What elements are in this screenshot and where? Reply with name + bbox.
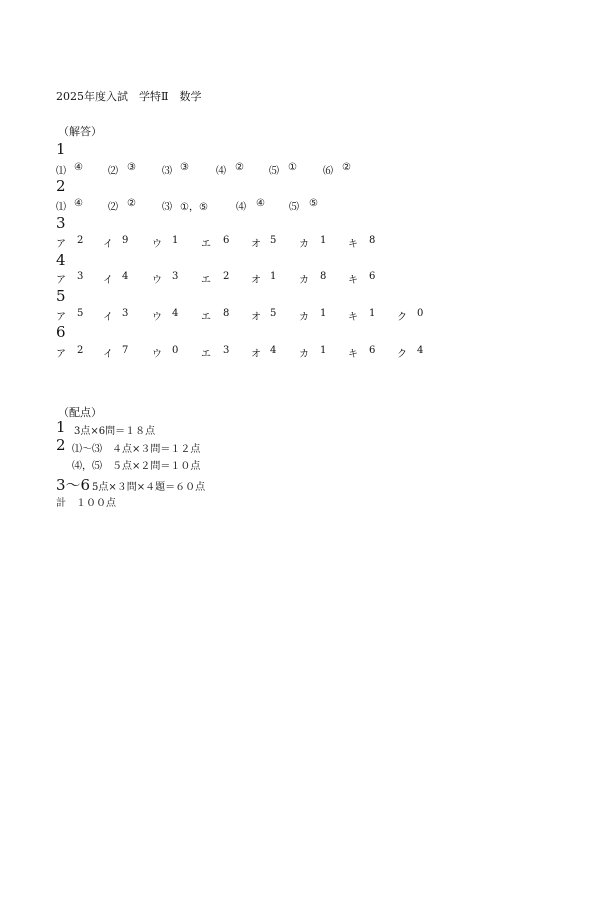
answer-value: 1 [270,271,277,282]
answer-label: キ [348,312,358,323]
answer-label: ⑸ [269,166,279,177]
answer-label: カ [299,349,309,360]
scoring-text-3-6: 5点×３問×４題＝６０点 [92,482,206,493]
answer-value: 9 [122,235,129,246]
answer-value: 2 [77,345,84,356]
answer-label: イ [103,349,113,360]
answer-value: ② [235,162,244,173]
answer-label: ウ [152,349,162,360]
answer-value: ④ [74,198,83,209]
scoring-number-3-6: 3～6 [56,476,91,494]
answer-label: ⑸ [289,202,299,213]
question-number-6: 6 [56,323,66,341]
answer-value: 8 [223,308,230,319]
answer-label: ⑶ [162,166,172,177]
answer-value: 4 [172,308,179,319]
answer-label: カ [299,275,309,286]
answer-label: エ [201,239,211,250]
scoring-section-label: （配点） [58,406,102,419]
answer-label: エ [201,312,211,323]
answer-label: カ [299,312,309,323]
answer-value: ② [127,198,136,209]
scoring-total: 計 １００点 [56,498,116,509]
answers-section-label: （解答） [58,125,102,138]
scoring-text-1: 3点×6問＝１８点 [74,426,156,437]
answer-value: ③ [127,162,136,173]
answer-label: ⑹ [323,166,333,177]
answer-label: キ [348,239,358,250]
answer-label: キ [348,349,358,360]
answer-label: オ [251,275,261,286]
answer-value: 8 [369,235,376,246]
answer-value: 3 [172,271,179,282]
answer-value: ①，⑤ [180,202,208,213]
answer-label: ア [56,349,66,360]
answer-value: 8 [320,271,327,282]
answer-value: ③ [180,162,189,173]
answer-value: 3 [223,345,230,356]
answer-label: オ [251,349,261,360]
answer-value: 4 [122,271,129,282]
answer-label: ク [397,349,407,360]
answer-label: イ [103,239,113,250]
question-number-2: 2 [56,177,66,195]
answer-value: 6 [223,235,230,246]
answer-label: ウ [152,275,162,286]
answer-value: 4 [270,345,277,356]
answer-value: 3 [122,308,129,319]
question-number-1: 1 [56,140,66,158]
answer-label: ウ [152,312,162,323]
answer-value: 1 [172,235,179,246]
answer-value: 1 [320,308,327,319]
answer-label: オ [251,239,261,250]
answer-value: 6 [369,345,376,356]
answer-value: 0 [172,345,179,356]
answer-label: カ [299,239,309,250]
answer-value: 2 [223,271,230,282]
answer-value: 7 [122,345,129,356]
answer-value: 1 [320,235,327,246]
answer-label: ⑶ [162,202,172,213]
answer-value: ④ [256,198,265,209]
answer-label: ⑴ [56,202,66,213]
answer-label: キ [348,275,358,286]
scoring-text-2a: ⑴～⑶ ４点×３問＝１２点 [72,444,201,455]
answer-label: ア [56,239,66,250]
answer-value: 5 [270,235,277,246]
answer-value: 6 [369,271,376,282]
answer-label: エ [201,349,211,360]
answer-label: ⑵ [108,166,118,177]
answer-value: ① [288,162,297,173]
answer-label: ⑴ [56,166,66,177]
answer-label: エ [201,275,211,286]
document-title: 2025年度入試 学特Ⅱ 数学 [56,90,202,103]
scoring-number-2: 2 [56,436,66,454]
answer-value: 0 [417,308,424,319]
answer-value: ② [342,162,351,173]
answer-label: ⑵ [108,202,118,213]
answer-value: 1 [369,308,376,319]
answer-label: ⑷ [216,166,226,177]
answer-value: 2 [77,235,84,246]
answer-label: ウ [152,239,162,250]
answer-value: 5 [270,308,277,319]
answer-label: ク [397,312,407,323]
answer-label: イ [103,312,113,323]
answer-value: 5 [77,308,84,319]
answer-value: ⑤ [309,198,318,209]
question-number-3: 3 [56,214,66,232]
answer-value: 3 [77,271,84,282]
answer-value: 4 [417,345,424,356]
answer-label: イ [103,275,113,286]
answer-value: 1 [320,345,327,356]
answer-label: ア [56,312,66,323]
question-number-4: 4 [56,251,66,269]
scoring-text-2b: ⑷，⑸ ５点×２問＝１０点 [72,461,201,472]
scoring-number-1: 1 [56,418,66,436]
answer-value: ④ [74,162,83,173]
answer-label: オ [251,312,261,323]
answer-label: ⑷ [236,202,246,213]
question-number-5: 5 [56,287,66,305]
answer-label: ア [56,275,66,286]
